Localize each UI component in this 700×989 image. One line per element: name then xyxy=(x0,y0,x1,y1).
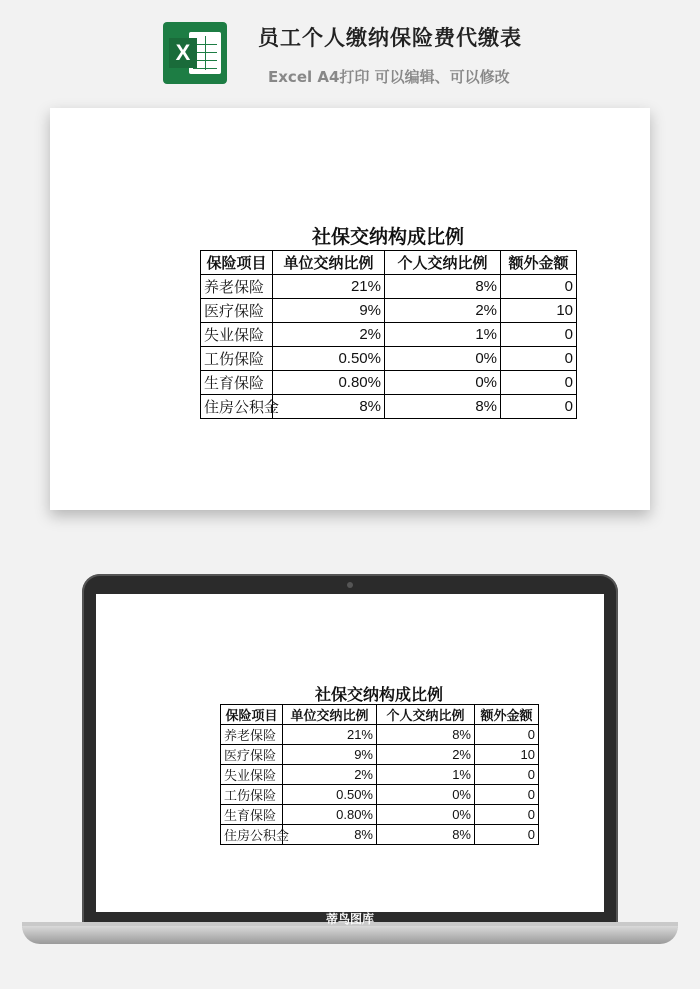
table-cell: 生育保险 xyxy=(201,371,273,395)
table-row xyxy=(201,299,577,323)
table-row xyxy=(201,275,577,299)
table-cell: 8% xyxy=(385,275,501,299)
table-cell: 0 xyxy=(475,825,539,845)
table-cell: 2% xyxy=(377,745,475,765)
table-row xyxy=(201,395,577,419)
table-cell: 失业保险 xyxy=(221,765,283,785)
table-header-row xyxy=(201,251,577,275)
watermark-text: 蒂鸟图库 xyxy=(325,912,374,926)
column-header: 额外金额 xyxy=(475,705,539,725)
laptop-sheet-title: 社保交纳构成比例 xyxy=(314,685,443,704)
table-cell: 1% xyxy=(377,765,475,785)
excel-logo-icon xyxy=(163,22,227,84)
table-header-row xyxy=(221,705,539,725)
page-title: 员工个人缴纳保险费代缴表 xyxy=(258,26,522,50)
table-cell: 0% xyxy=(385,347,501,371)
column-header: 保险项目 xyxy=(221,705,283,725)
page-subtitle: Excel A4打印 可以编辑、可以修改 xyxy=(268,68,510,86)
column-header: 个人交纳比例 xyxy=(385,251,501,275)
table-cell: 0 xyxy=(475,805,539,825)
table-cell: 0 xyxy=(475,785,539,805)
table-cell: 1% xyxy=(385,323,501,347)
table-cell: 0% xyxy=(377,805,475,825)
table-row xyxy=(221,765,539,785)
table-cell: 10 xyxy=(475,745,539,765)
table-body xyxy=(201,275,577,419)
table-row xyxy=(201,371,577,395)
table-cell: 0 xyxy=(475,725,539,745)
insurance-table xyxy=(200,250,577,419)
table-cell: 0 xyxy=(501,395,577,419)
column-header: 额外金额 xyxy=(501,251,577,275)
table-cell: 0 xyxy=(501,371,577,395)
table-cell: 0.80% xyxy=(283,805,377,825)
table-cell: 8% xyxy=(377,725,475,745)
sheet-title: 社保交纳构成比例 xyxy=(311,226,464,248)
table-cell: 工伤保险 xyxy=(221,785,283,805)
table-cell: 医疗保险 xyxy=(221,745,283,765)
table-row xyxy=(201,347,577,371)
table-cell: 养老保险 xyxy=(201,275,273,299)
table-cell: 0 xyxy=(501,275,577,299)
table-cell: 工伤保险 xyxy=(201,347,273,371)
header xyxy=(0,0,700,100)
table-cell: 0.80% xyxy=(273,371,385,395)
table-cell: 2% xyxy=(283,765,377,785)
table-cell: 21% xyxy=(283,725,377,745)
table-cell: 8% xyxy=(385,395,501,419)
table-row xyxy=(201,323,577,347)
table-cell: 0.50% xyxy=(283,785,377,805)
table-cell: 8% xyxy=(283,825,377,845)
table-cell: 0% xyxy=(385,371,501,395)
table-cell: 0 xyxy=(501,323,577,347)
table-cell: 10 xyxy=(501,299,577,323)
table-cell: 生育保险 xyxy=(221,805,283,825)
table-cell: 医疗保险 xyxy=(201,299,273,323)
laptop-insurance-table xyxy=(220,704,539,845)
table-cell: 0 xyxy=(501,347,577,371)
table-cell: 8% xyxy=(273,395,385,419)
table-cell: 养老保险 xyxy=(221,725,283,745)
table-cell: 失业保险 xyxy=(201,323,273,347)
table-cell: 住房公积金 xyxy=(201,395,273,419)
table-row xyxy=(221,745,539,765)
table-cell: 9% xyxy=(283,745,377,765)
table-row xyxy=(221,785,539,805)
table-row xyxy=(221,725,539,745)
column-header: 单位交纳比例 xyxy=(283,705,377,725)
camera-icon xyxy=(347,582,353,588)
excel-x-letter: X xyxy=(169,38,197,68)
table-cell: 住房公积金 xyxy=(221,825,283,845)
column-header: 保险项目 xyxy=(201,251,273,275)
table-row xyxy=(221,805,539,825)
table-cell: 0 xyxy=(475,765,539,785)
table-cell: 21% xyxy=(273,275,385,299)
column-header: 单位交纳比例 xyxy=(273,251,385,275)
table-cell: 0.50% xyxy=(273,347,385,371)
table-cell: 0% xyxy=(377,785,475,805)
table-row xyxy=(221,825,539,845)
column-header: 个人交纳比例 xyxy=(377,705,475,725)
table-cell: 2% xyxy=(385,299,501,323)
laptop-base xyxy=(22,926,678,944)
table-cell: 2% xyxy=(273,323,385,347)
table-cell: 8% xyxy=(377,825,475,845)
table-cell: 9% xyxy=(273,299,385,323)
table-body xyxy=(221,725,539,845)
